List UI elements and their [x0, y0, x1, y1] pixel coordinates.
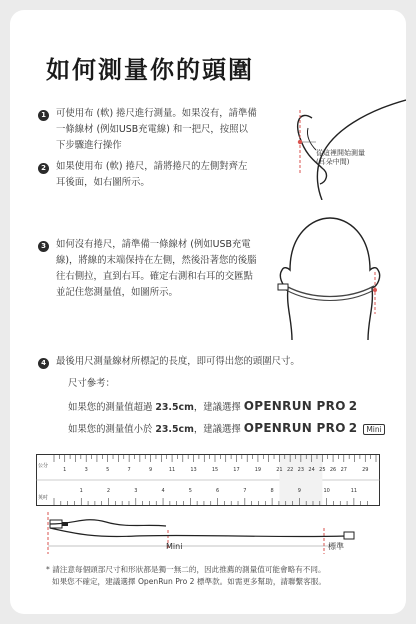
step-3-line: 並記住您測量值，如圖所示。: [56, 287, 178, 298]
footnote-line: * 請注意每個頭部尺寸和形狀都是獨一無二的，因此推薦的測量值可能會略有不同。: [46, 565, 326, 574]
inch-tick-label: 1: [79, 488, 83, 494]
inch-tick-label: 3: [134, 488, 138, 494]
guide-card: [10, 10, 406, 614]
inch-tick-label: 5: [188, 488, 192, 494]
inch-tick-label: 8: [270, 488, 274, 494]
brand-name: OPENRUN PRO: [243, 399, 346, 413]
step-2-line: 如果使用布 (軟) 捲尺，請將捲尺的左側對齊左: [56, 161, 248, 172]
recommend-under: [68, 420, 398, 438]
step-3-text: [56, 237, 286, 301]
inch-tick-label: 4: [161, 488, 165, 494]
step-2-line: 耳後面，如右圖所示。: [56, 177, 150, 188]
cm-tick-label: 21: [276, 467, 283, 473]
step-2-badge: 2: [38, 163, 49, 174]
step-1-line: 下步驟進行操作: [56, 140, 122, 151]
mini-badge: Mini: [363, 424, 384, 435]
cm-tick-label: 15: [211, 467, 219, 473]
model-number: 2: [348, 421, 358, 435]
cm-tick-label: 9: [149, 467, 153, 473]
annotation-line: 從這裡開始測量: [316, 149, 365, 157]
step-1-badge: 1: [38, 110, 49, 121]
step-3-line: 往右側拉，直到右耳。確定右測和右耳的交匯點: [56, 271, 253, 282]
cm-tick-label: 3: [84, 467, 88, 473]
step-3-badge: 3: [38, 241, 49, 252]
brand-name: OPENRUN PRO: [243, 421, 346, 435]
recommend-over: [68, 398, 388, 416]
step-4-badge: 4: [38, 358, 49, 369]
annotation-line: (耳朵中間): [316, 158, 350, 166]
step-3-line: 線)，將線的末端保持在左側，然後沿著您的後腦: [56, 255, 257, 266]
cm-tick-label: 23: [297, 467, 305, 473]
size-reference-label: 尺寸參考：: [68, 378, 115, 389]
cm-tick-label: 17: [233, 467, 240, 473]
cm-tick-label: 26: [329, 467, 337, 473]
inch-tick-label: 7: [243, 488, 247, 494]
cm-tick-label: 29: [362, 467, 369, 473]
page-title: 如何測量你的頭圍: [46, 56, 254, 84]
inch-tick-label: 9: [297, 488, 301, 494]
step-1-line: 一條線材 (例如USB充電線) 和一把尺，按照以: [56, 124, 248, 135]
ruler: [36, 454, 380, 506]
step-1-line: 可使用布 (軟) 捲尺進行測量。如果沒有，請準備: [56, 108, 257, 119]
standard-cable-label: 標準: [328, 542, 344, 551]
cm-tick-label: 1: [63, 467, 67, 473]
threshold-value: 23.5cm: [155, 402, 194, 413]
cm-tick-label: 25: [319, 467, 326, 473]
model-number: 2: [348, 399, 358, 413]
cm-tick-label: 22: [286, 467, 294, 473]
cm-unit-label: 公分: [38, 463, 49, 469]
inch-tick-label: 11: [350, 488, 358, 494]
measure-start-annotation: [316, 149, 365, 167]
recommend-over-prefix: 如果您的測量值超過: [68, 402, 153, 413]
recommend-under-prefix: 如果您的測量值小於: [68, 424, 153, 435]
suggest-text: ，建議選擇: [193, 402, 241, 413]
cm-tick-label: 11: [168, 467, 176, 473]
inch-tick-label: 6: [215, 488, 220, 494]
inch-tick-label: 2: [106, 488, 111, 494]
cm-tick-label: 24: [308, 467, 315, 473]
step-3-line: 如何沒有捲尺，請準備一條線材 (例如USB充電: [56, 239, 251, 250]
threshold-value: 23.5cm: [155, 424, 194, 435]
ruler-highlight-band: [279, 455, 322, 505]
mini-cable-label: Mini: [166, 542, 183, 551]
suggest-text: ，建議選擇: [193, 424, 241, 435]
head-back-illustration: [272, 210, 388, 346]
step-4-text: 最後用尺測量線材所標記的長度，即可得出您的頭圍尺寸。: [56, 356, 300, 367]
footnote-line: 如果您不確定，建議選擇 OpenRun Pro 2 標準款。如需更多幫助，請聯繫客服。: [52, 577, 326, 586]
step-2-text: [56, 159, 286, 191]
cm-tick-label: 5: [106, 467, 110, 473]
inch-tick-label: 10: [323, 488, 330, 494]
cm-tick-label: 13: [190, 467, 197, 473]
cm-tick-label: 27: [340, 467, 347, 473]
ear-illustration: [260, 70, 406, 200]
footnote: [46, 564, 386, 588]
cm-tick-label: 7: [127, 467, 131, 473]
step-1-text: [56, 106, 286, 154]
inch-unit-label: 英吋: [38, 495, 49, 501]
cm-tick-label: 19: [254, 467, 262, 473]
